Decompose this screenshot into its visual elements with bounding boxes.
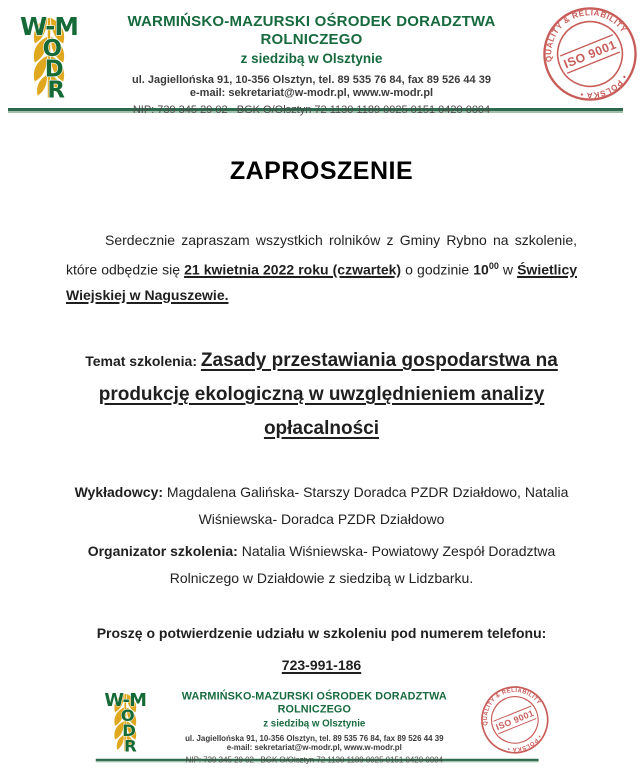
- logo-letter-d: D: [44, 56, 63, 83]
- stamp-ring-bottom-text: • POLSKA •: [578, 73, 629, 100]
- topic-text: Zasady przestawiania gospodarstwa na produkcję ekologiczną w uwzględnieniem analizy opłacalności: [98, 350, 558, 440]
- confirmation-note: Proszę o potwierdzenie udziału w szkoleniu pod numerem telefonu:: [96, 625, 547, 642]
- event-venue: Świetlicy Wiejskiej w Naguszewie.: [66, 261, 578, 303]
- event-time-superscript: 00: [488, 260, 499, 271]
- phone-number: 723-991-186: [281, 657, 362, 674]
- topic-block: [66, 344, 577, 446]
- footer-letterhead: [90, 681, 553, 765]
- org-address: ul. Jagiellońska 91, 10-356 Olsztyn, tel. 89 535 76 84, fax 89 526 44 39: [132, 74, 491, 87]
- organizer-names: Natalia Wiśniewska- Powiatowy Zespół Doradztwa Rolniczego w Działdowie z siedzibą w Lidzbarku.: [169, 543, 556, 587]
- topic-label: Temat szkolenia:: [85, 353, 201, 370]
- footer-org-address: ul. Jagiellońska 91, 10-356 Olsztyn, tel. 89 535 76 84, fax 89 526 44 39: [185, 734, 444, 743]
- footer-org-email: e-mail: sekretariat@w-modr.pl, www.w-modr.pl: [226, 743, 402, 753]
- organizer-paragraph: [66, 538, 577, 592]
- footer-stamp-ring-top-text: QUALITY & RELIABILITY: [482, 687, 542, 726]
- footer-org-subtitle: z siedzibą w Olsztynie: [263, 717, 366, 729]
- logo-letter-r: R: [47, 77, 64, 100]
- intro-text-1: Serdecznie zapraszam wszystkich rolników z Gminy Rybno na szkolenie, które odbędzie się: [66, 232, 577, 278]
- logo-letters-wm: W-M: [19, 11, 79, 41]
- footer-iso-9001-stamp-icon: [480, 685, 551, 756]
- footer-logo-letter-o: O: [120, 706, 134, 726]
- page-title: ZAPROSZENIE: [229, 157, 414, 185]
- lecturers-names: Magdalena Galińska- Starszy Doradca PZDR Działdowo, Natalia Wiśniewska- Doradca PZDR Działdowo: [166, 484, 569, 528]
- stamp-ring-top-text: QUALITY & RELIABILITY: [544, 8, 629, 63]
- org-email: e-mail: sekretariat@w-modr.pl, www.w-modr.pl: [189, 87, 434, 100]
- letterhead-header: [0, 0, 643, 116]
- letterhead-footer: [90, 681, 553, 765]
- footer-org-nip: NIP: 739 345 29 02 BGK O/Olsztyn 72 1130 1189 0025 0151 0420 0004: [185, 755, 443, 765]
- iso-9001-stamp-icon: [541, 5, 639, 103]
- intro-paragraph: [66, 228, 577, 308]
- document-body: [0, 157, 643, 673]
- logo-letter-o: O: [42, 35, 62, 62]
- footer-letterhead-text: [156, 690, 472, 765]
- footer-logo-letter-r: R: [124, 736, 137, 753]
- event-time: 10: [473, 261, 489, 278]
- footer-wmodr-logo-icon: [99, 685, 152, 753]
- footer-stamp-center-text: ISO 9001: [494, 707, 536, 733]
- footer-logo-letter-d: D: [122, 721, 136, 741]
- letterhead-text: [92, 13, 531, 117]
- intro-text-3: w: [498, 261, 518, 278]
- intro-text-2: o godzinie: [401, 261, 474, 278]
- org-name: WARMIŃSKO-MAZURSKI OŚRODEK DORADZTWA ROLNICZEGO: [127, 13, 496, 49]
- wmodr-logo-icon: [12, 6, 86, 100]
- org-nip: NIP: 739 345 29 02 BGK O/Olsztyn 72 1130 1189 0025 0151 0420 0004: [132, 103, 491, 116]
- lecturers-paragraph: [66, 479, 577, 533]
- footer-org-name: WARMIŃSKO-MAZURSKI OŚRODEK DORADZTWA ROLNICZEGO: [181, 690, 447, 716]
- footer-stamp-ring-bottom-text: • POLSKA •: [507, 733, 542, 752]
- stamp-center-text: ISO 9001: [561, 37, 619, 72]
- event-date: 21 kwietnia 2022 roku (czwartek): [184, 261, 402, 278]
- lecturers-label: Wykładowcy:: [74, 484, 167, 501]
- footer-logo-letters-wm: W-M: [104, 691, 147, 712]
- organizer-label: Organizator szkolenia:: [87, 543, 242, 560]
- org-subtitle: z siedzibą w Olsztynie: [240, 50, 383, 66]
